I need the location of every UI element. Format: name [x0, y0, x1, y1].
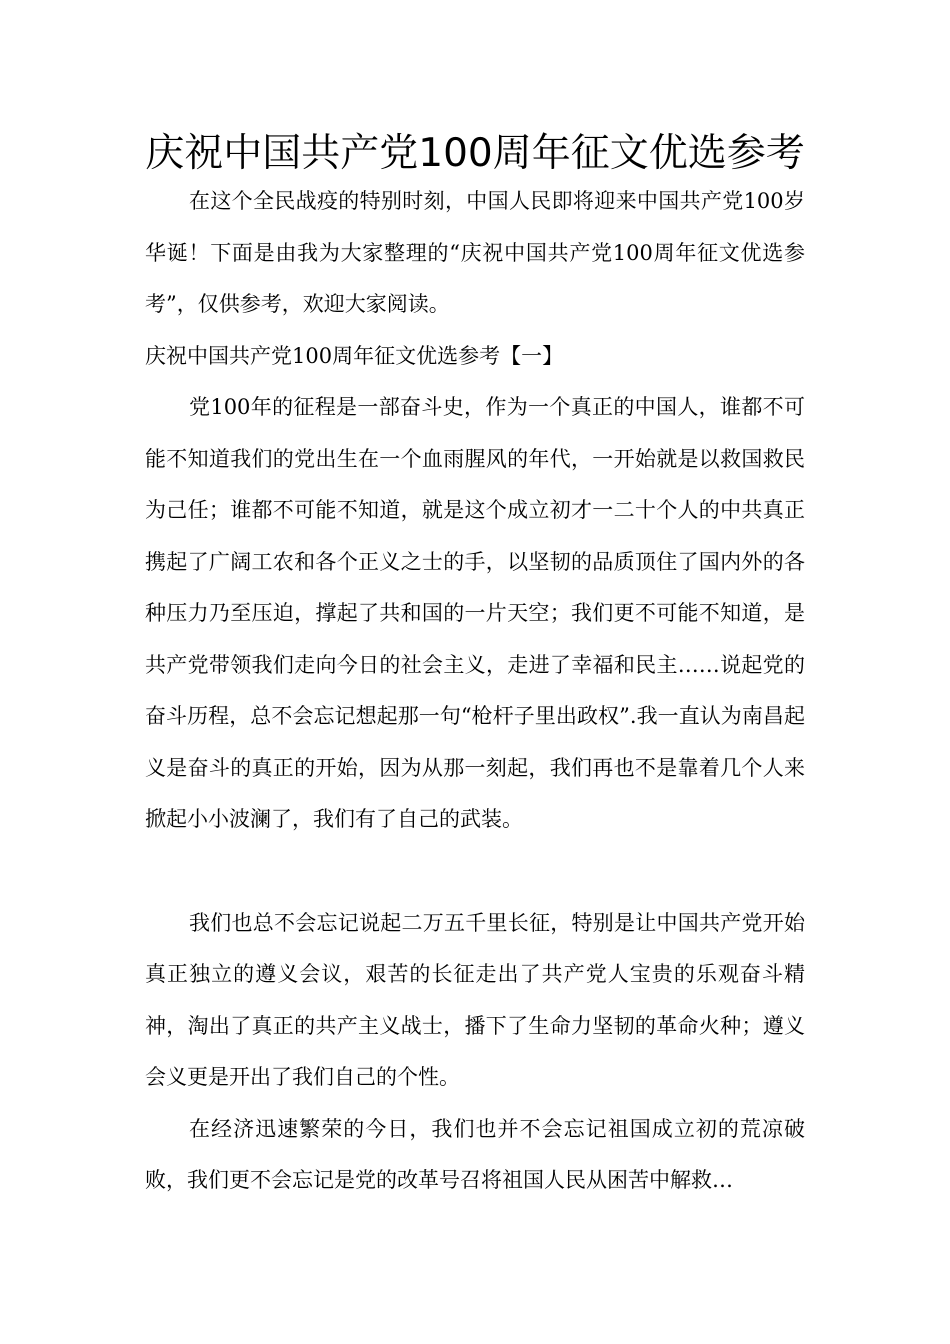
- paragraph-gap: [145, 846, 805, 898]
- document-body: [145, 176, 805, 1207]
- body-paragraph-1: 党100年的征程是一部奋斗史，作为一个真正的中国人，谁都不可能不知道我们的党出生在一个血雨腥风的年代，一开始就是以救国救民为己任；谁都不可能不知道，就是这个成立初才一二十个人的中共真正携起了广阔工农和各个正义之士的手，以坚韧的品质顶住了国内外的各种压力乃至压迫，撑起了共和国的一片天空；我们更不可能不知道，是共产党带领我们走向今日的社会主义，走进了幸福和民主……说起党的奋斗历程，总不会忘记想起那一句“枪杆子里出政权”.我一直认为南昌起义是奋斗的真正的开始，因为从那一刻起，我们再也不是靠着几个人来掀起小小波澜了，我们有了自己的武装。: [145, 395, 805, 831]
- section-heading: 庆祝中国共产党100周年征文优选参考【一】: [145, 343, 564, 368]
- intro-paragraph: 在这个全民战疫的特别时刻，中国人民即将迎来中国共产党100岁华诞！下面是由我为大家整理的“庆祝中国共产党100周年征文优选参考”，仅供参考，欢迎大家阅读。: [145, 189, 805, 316]
- body-paragraph-3: 在经济迅速繁荣的今日，我们也并不会忘记祖国成立初的荒凉破败，我们更不会忘记是党的改革号召将祖国人民从困苦中解救…: [145, 1116, 805, 1192]
- document-title: 庆祝中国共产党100周年征文优选参考: [145, 131, 805, 176]
- body-paragraph-2: 我们也总不会忘记说起二万五千里长征，特别是让中国共产党开始真正独立的遵义会议，艰苦的长征走出了共产党人宝贵的乐观奋斗精神，淘出了真正的共产主义战士，播下了生命力坚韧的革命火种；遵义会义更是开出了我们自己的个性。: [145, 910, 805, 1089]
